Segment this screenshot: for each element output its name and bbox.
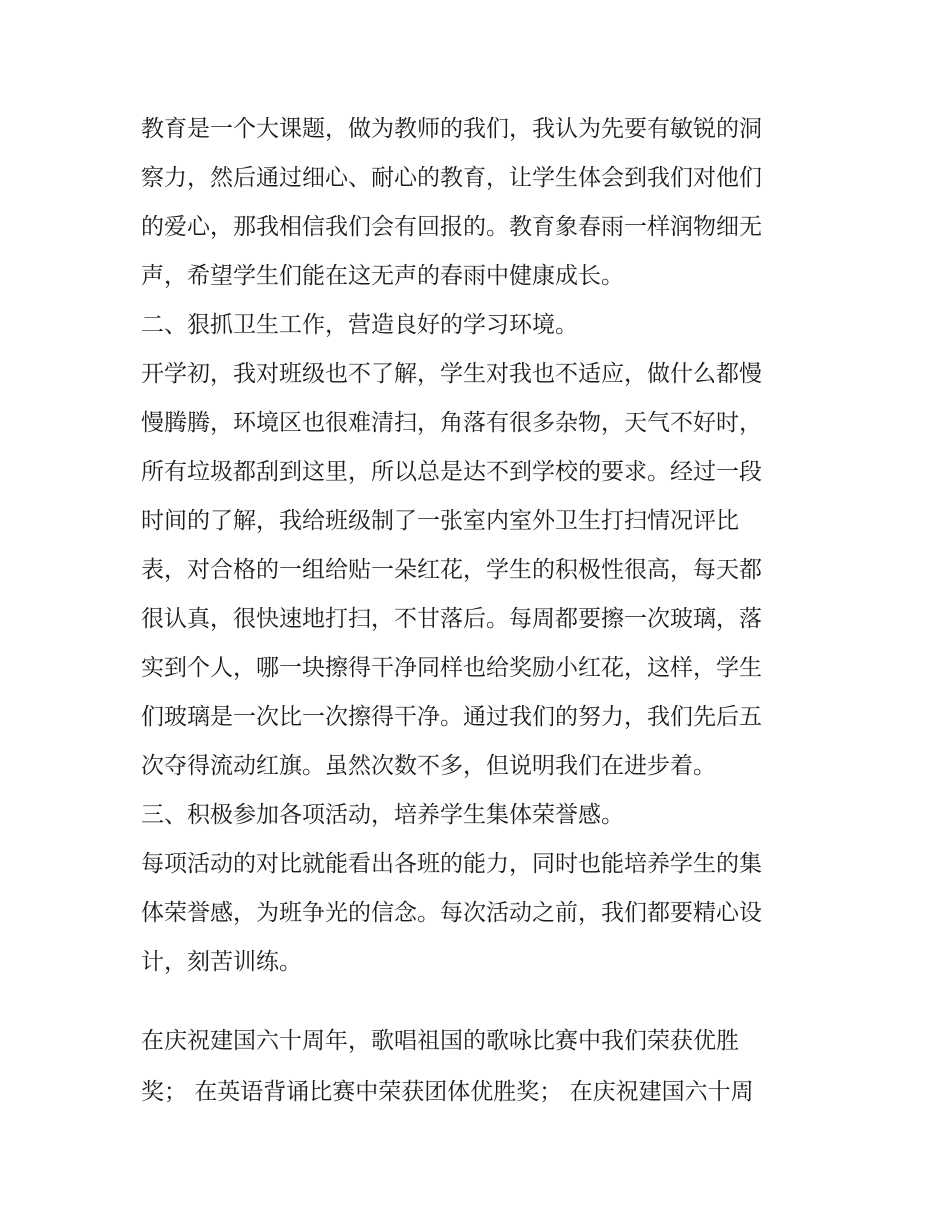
text-line: 每项活动的对比就能看出各班的能力，同时也能培养学生的集 xyxy=(141,851,762,877)
section-heading: 二、狠抓卫生工作，营造良好的学习环境。 xyxy=(141,312,578,338)
text-line: 声，希望学生们能在这无声的春雨中健康成长。 xyxy=(141,263,624,289)
text-line: 表，对合格的一组给贴一朵红花，学生的积极性很高，每天都 xyxy=(141,557,762,583)
text-line: 在庆祝建国六十周年，歌唱祖国的歌咏比赛中我们荣获优胜 xyxy=(141,1028,739,1054)
text-line: 次夺得流动红旗。虽然次数不多，但说明我们在进步着。 xyxy=(141,753,716,779)
text-line: 所有垃圾都刮到这里，所以总是达不到学校的要求。经过一段 xyxy=(141,459,762,485)
text-line: 时间的了解，我给班级制了一张室内室外卫生打扫情况评比 xyxy=(141,508,739,534)
text-line: 察力，然后通过细心、耐心的教育，让学生体会到我们对他们 xyxy=(141,165,762,191)
text-line: 教育是一个大课题，做为教师的我们，我认为先要有敏锐的洞 xyxy=(141,116,762,142)
section-heading: 三、积极参加各项活动，培养学生集体荣誉感。 xyxy=(141,802,624,828)
text-line: 很认真，很快速地打扫，不甘落后。每周都要擦一次玻璃，落 xyxy=(141,606,762,632)
text-line: 开学初，我对班级也不了解，学生对我也不适应，做什么都慢 xyxy=(141,361,762,387)
text-line: 的爱心，那我相信我们会有回报的。教育象春雨一样润物细无 xyxy=(141,214,762,240)
text-line: 慢腾腾，环境区也很难清扫，角落有很多杂物，天气不好时， xyxy=(141,410,762,436)
text-line: 实到个人，哪一块擦得干净同样也给奖励小红花，这样，学生 xyxy=(141,655,762,681)
text-line: 们玻璃是一次比一次擦得干净。通过我们的努力，我们先后五 xyxy=(141,704,762,730)
text-line: 计，刻苦训练。 xyxy=(141,949,302,975)
text-line: 奖； 在英语背诵比赛中荣获团体优胜奖； 在庆祝建国六十周 xyxy=(141,1079,754,1105)
text-line: 体荣誉感，为班争光的信念。每次活动之前，我们都要精心设 xyxy=(141,900,762,926)
